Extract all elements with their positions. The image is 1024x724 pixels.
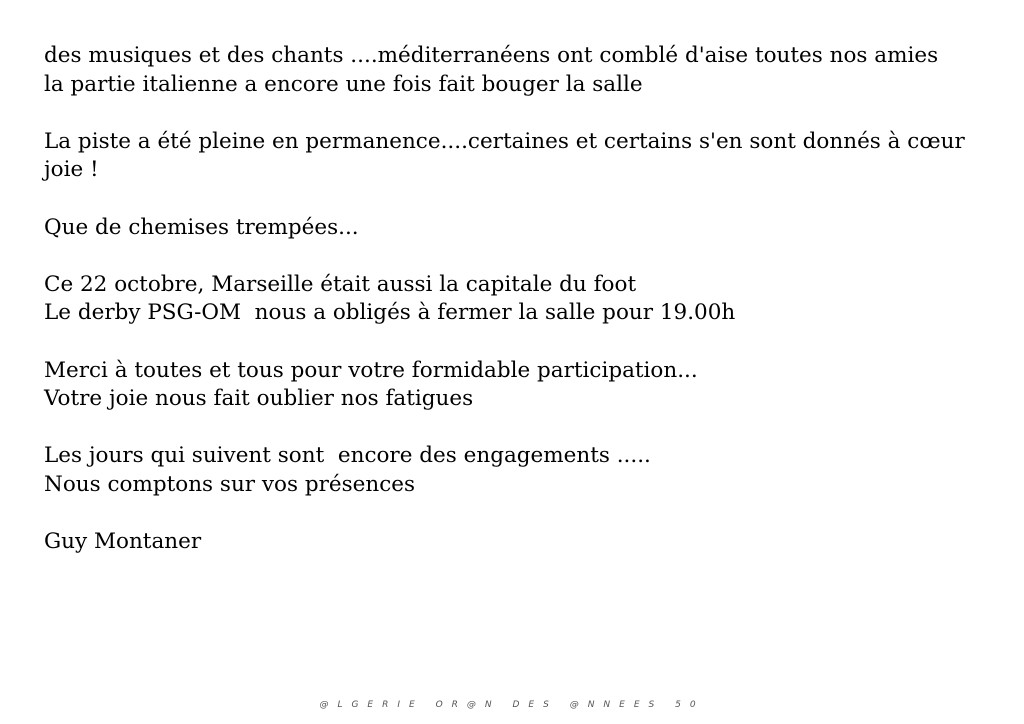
text-line: des musiques et des chants ....méditerranéens ont comblé d'aise toutes nos amies (44, 43, 939, 68)
paragraph-football (44, 271, 994, 328)
paragraph-music (44, 42, 994, 99)
text-line: Les jours qui suivent sont encore des engagements ..... (44, 443, 651, 469)
letter-body (44, 42, 994, 557)
paragraph-upcoming (44, 442, 994, 499)
text-line: Ce 22 octobre, Marseille était aussi la capitale du foot (44, 271, 637, 297)
footer-caption: @LGERIE OR@N DES @NNEES 50 (319, 700, 705, 710)
paragraph-dance-floor (44, 128, 994, 185)
signature: Guy Montaner (44, 529, 202, 555)
paragraph-shirts (44, 214, 994, 243)
text-line: Nous comptons sur vos présences (44, 471, 416, 497)
text-line: Votre joie nous fait oublier nos fatigues (44, 386, 474, 412)
text-line: La piste a été pleine en permanence....certaines et certains s'en sont donnés à cœur joie ! (44, 128, 965, 183)
text-line: la partie italienne a encore une fois fait bouger la salle (44, 71, 643, 97)
text-line: Que de chemises trempées... (44, 214, 359, 240)
paragraph-thanks (44, 357, 994, 414)
text-line: Le derby PSG-OM nous a obligés à fermer la salle pour 19.00h (44, 300, 736, 326)
text-line: Merci à toutes et tous pour votre formidable participation... (44, 357, 698, 383)
